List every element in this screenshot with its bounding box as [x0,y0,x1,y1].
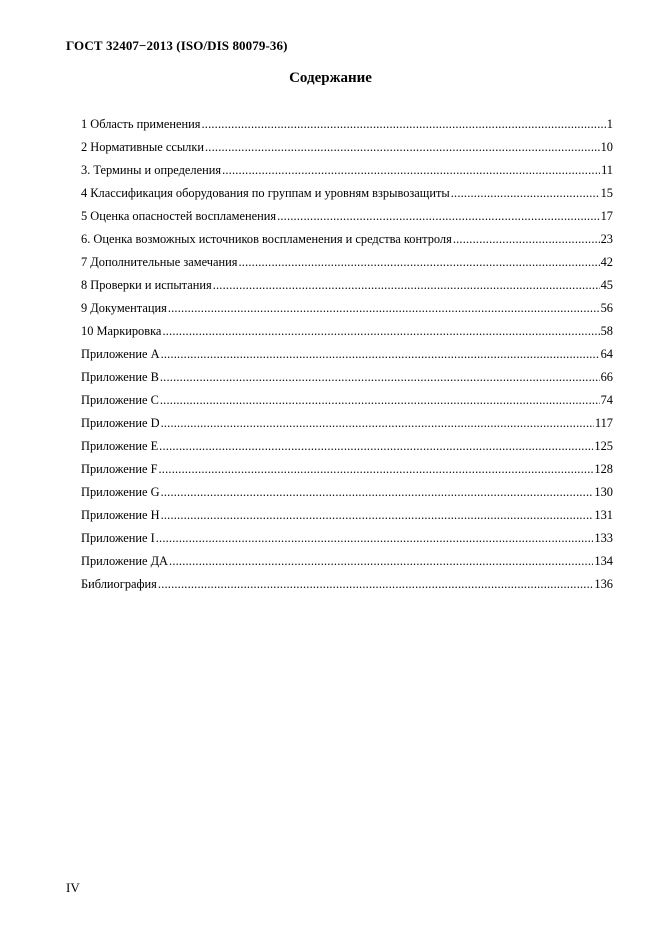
table-of-contents [81,113,613,596]
toc-entry-page: 17 [600,209,613,223]
toc-entry-page: 58 [600,324,613,338]
toc-entry-label: 4 Классификация оборудования по группам и уровням взрывозащиты [81,186,450,200]
toc-entry-page: 1 [606,117,613,131]
toc-entry[interactable] [81,458,613,481]
toc-entry-page: 117 [594,416,613,430]
toc-entry[interactable] [81,573,613,596]
toc-entry-label: Приложение ДА [81,554,169,568]
toc-entry-label: Приложение В [81,370,159,384]
dot-leader [159,458,594,481]
toc-entry-label: Приложение G [81,485,160,499]
dot-leader [161,343,600,366]
toc-entry[interactable] [81,251,613,274]
toc-entry-page: 56 [600,301,613,315]
dot-leader [201,113,605,136]
toc-entry-label: Приложение А [81,347,160,361]
toc-entry-label: 5 Оценка опасностей воспламенения [81,209,277,223]
dot-leader [162,320,599,343]
toc-entry[interactable] [81,366,613,389]
toc-title: Содержание [289,70,372,86]
dot-leader [159,435,593,458]
toc-entry-label: Приложение D [81,416,160,430]
dot-leader [453,228,600,251]
dot-leader [161,481,594,504]
toc-entry[interactable] [81,205,613,228]
dot-leader [277,205,600,228]
toc-entry-label: 3. Термины и определения [81,163,222,177]
toc-entry[interactable] [81,136,613,159]
dot-leader [161,412,594,435]
toc-entry-page: 45 [600,278,613,292]
dot-leader [160,366,600,389]
toc-entry-page: 133 [594,531,613,545]
toc-entry-label: Библиография [81,577,157,591]
dot-leader [451,182,600,205]
toc-entry-page: 125 [594,439,613,453]
dot-leader [169,550,593,573]
toc-entry-label: Приложение I [81,531,155,545]
toc-entry[interactable] [81,274,613,297]
toc-entry-page: 128 [594,462,613,476]
toc-entry-label: Приложение С [81,393,159,407]
dot-leader [238,251,599,274]
dot-leader [205,136,600,159]
toc-entry-page: 131 [594,508,613,522]
toc-entry-page: 74 [600,393,613,407]
toc-entry[interactable] [81,113,613,136]
toc-entry-page: 64 [600,347,613,361]
toc-entry[interactable] [81,527,613,550]
toc-entry-label: Приложение F [81,462,158,476]
toc-entry-label: 6. Оценка возможных источников воспламенения и средства контроля [81,232,452,246]
toc-entry[interactable] [81,320,613,343]
toc-entry-page: 10 [600,140,613,154]
toc-entry[interactable] [81,412,613,435]
toc-entry-page: 11 [601,163,613,177]
toc-entry[interactable] [81,182,613,205]
toc-entry-label: Приложение Е [81,439,159,453]
toc-entry[interactable] [81,228,613,251]
dot-leader [158,573,594,596]
toc-entry[interactable] [81,389,613,412]
toc-entry[interactable] [81,343,613,366]
page-number: IV [66,880,80,895]
toc-entry-page: 134 [594,554,613,568]
dot-leader [213,274,600,297]
dot-leader [156,527,594,550]
toc-entry[interactable] [81,159,613,182]
toc-entry-page: 42 [600,255,613,269]
toc-entry-label: 9 Документация [81,301,167,315]
toc-entry-label: 2 Нормативные ссылки [81,140,204,154]
toc-entry-label: 8 Проверки и испытания [81,278,212,292]
toc-entry[interactable] [81,435,613,458]
document-header: ГОСТ 32407−2013 (ISO/DIS 80079-36) [66,38,288,53]
toc-entry[interactable] [81,481,613,504]
toc-entry-label: 1 Область применения [81,117,201,131]
dot-leader [161,504,594,527]
toc-entry-page: 66 [600,370,613,384]
toc-entry-page: 130 [594,485,613,499]
toc-entry-page: 136 [594,577,613,591]
toc-entry-page: 15 [600,186,613,200]
dot-leader [222,159,600,182]
toc-entry-label: Приложение H [81,508,160,522]
dot-leader [168,297,600,320]
toc-entry-label: 7 Дополнительные замечания [81,255,238,269]
toc-entry-page: 23 [600,232,613,246]
toc-entry[interactable] [81,550,613,573]
toc-entry-label: 10 Маркировка [81,324,162,338]
toc-entry[interactable] [81,297,613,320]
dot-leader [160,389,600,412]
toc-entry[interactable] [81,504,613,527]
